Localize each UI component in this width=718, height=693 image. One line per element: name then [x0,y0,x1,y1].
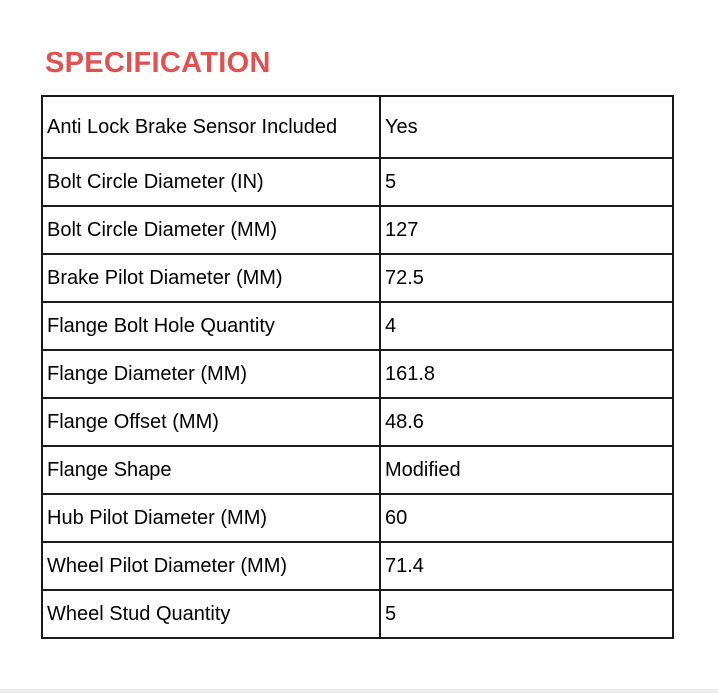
table-row [42,446,673,494]
bottom-divider [0,689,718,693]
table-row [42,494,673,542]
table-row [42,158,673,206]
spec-label: Flange Shape [42,446,380,494]
spec-label: Anti Lock Brake Sensor Included [42,96,380,158]
table-row [42,350,673,398]
spec-label: Flange Offset (MM) [42,398,380,446]
spec-label: Brake Pilot Diameter (MM) [42,254,380,302]
spec-label: Flange Diameter (MM) [42,350,380,398]
spec-value: 4 [380,302,673,350]
spec-label: Wheel Stud Quantity [42,590,380,638]
spec-value: 60 [380,494,673,542]
spec-value: 127 [380,206,673,254]
spec-label: Hub Pilot Diameter (MM) [42,494,380,542]
spec-value: 48.6 [380,398,673,446]
spec-label: Bolt Circle Diameter (IN) [42,158,380,206]
spec-value: 5 [380,590,673,638]
spec-value: Modified [380,446,673,494]
table-row [42,398,673,446]
spec-value: Yes [380,96,673,158]
table-row [42,96,673,158]
table-row [42,254,673,302]
table-row [42,590,673,638]
spec-value: 161.8 [380,350,673,398]
spec-label: Bolt Circle Diameter (MM) [42,206,380,254]
spec-value: 5 [380,158,673,206]
specification-heading: SPECIFICATION [45,47,271,79]
spec-label: Wheel Pilot Diameter (MM) [42,542,380,590]
spec-label: Flange Bolt Hole Quantity [42,302,380,350]
table-row [42,206,673,254]
spec-value: 72.5 [380,254,673,302]
spec-value: 71.4 [380,542,673,590]
table-row [42,302,673,350]
specification-table [41,95,674,639]
table-row [42,542,673,590]
